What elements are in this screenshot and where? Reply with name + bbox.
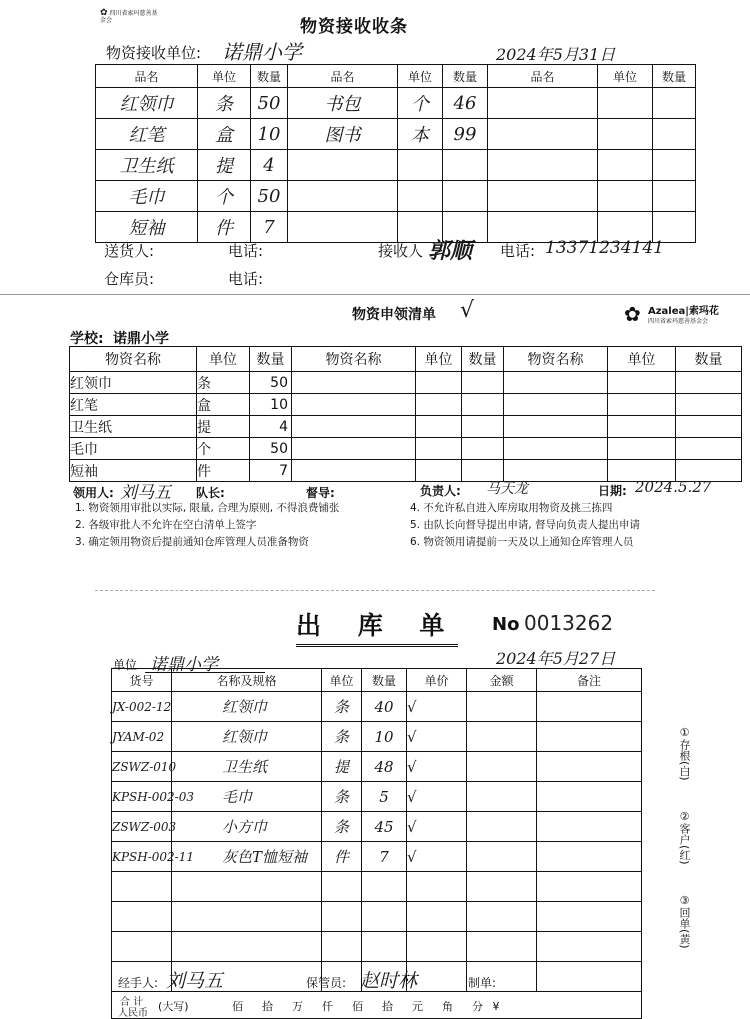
cell (112, 902, 172, 932)
cell (537, 812, 642, 842)
cell (467, 932, 537, 962)
col-header: 备注 (537, 669, 642, 692)
phone-label: 电话: (228, 270, 264, 288)
col-header: 金额 (467, 669, 537, 692)
cell: 短袖 (96, 212, 198, 243)
col-header: 单位 (608, 347, 676, 372)
cell: KPSH-002-03 (112, 782, 172, 812)
cell (443, 181, 488, 212)
table-row (96, 181, 696, 212)
cell (416, 438, 462, 460)
request-logo (624, 300, 734, 330)
cell: 盒 (197, 394, 250, 416)
col-header: 名称及规格 (172, 669, 322, 692)
cell: 50 (250, 438, 292, 460)
receipt-logo (100, 10, 162, 24)
table-row (96, 150, 696, 181)
notes-right (410, 500, 730, 551)
cell: 5 (362, 782, 407, 812)
cell (322, 932, 362, 962)
cell (443, 150, 488, 181)
cell: √ (407, 752, 467, 782)
cell (362, 932, 407, 962)
receipt-table (95, 64, 696, 243)
cell (488, 181, 598, 212)
cell: JX-002-12 (112, 692, 172, 722)
request-table (69, 346, 742, 482)
table-row (112, 902, 642, 932)
cell: √ (407, 812, 467, 842)
cell: 4 (251, 150, 288, 181)
cell (537, 692, 642, 722)
receipt-unit-label: 物资接收单位: (106, 44, 202, 62)
school-label: 学校: (70, 331, 104, 347)
receipt-form (0, 0, 750, 292)
cell: KPSH-002-11 (112, 842, 172, 872)
receipt-unit-value: 诺鼎小学 (222, 40, 302, 64)
col-header: 数量 (250, 347, 292, 372)
cell (407, 902, 467, 932)
cell (488, 88, 598, 119)
cell: 灰色T恤短袖 (172, 842, 322, 872)
cell: 小方巾 (172, 812, 322, 842)
no-value: 0013262 (524, 611, 614, 635)
cell (462, 372, 504, 394)
col-header: 数量 (676, 347, 742, 372)
outbound-form (0, 596, 750, 1019)
cell: 10 (250, 394, 292, 416)
cell (467, 752, 537, 782)
cell: 条 (322, 782, 362, 812)
maker-label: 制单: (468, 976, 497, 990)
col-header: 品名 (96, 65, 198, 88)
notes-left (75, 500, 405, 551)
cell: 红领巾 (172, 692, 322, 722)
total-label-1: 合 计 (120, 997, 144, 1008)
cell: 卫生纸 (70, 416, 197, 438)
cell: 卫生纸 (96, 150, 198, 181)
cell: 个 (198, 181, 251, 212)
col-header: 数量 (362, 669, 407, 692)
cell (676, 394, 742, 416)
cell: √ (407, 692, 467, 722)
cell: 提 (197, 416, 250, 438)
cell (288, 150, 398, 181)
cell (292, 416, 416, 438)
cell: 毛巾 (96, 181, 198, 212)
total-caps: (大写) (158, 1000, 189, 1013)
cell: 红领巾 (96, 88, 198, 119)
cell (292, 372, 416, 394)
cell (398, 181, 443, 212)
cell (504, 394, 608, 416)
cell: 红领巾 (70, 372, 197, 394)
cell (676, 438, 742, 460)
request-form (0, 296, 750, 556)
cell: 卫生纸 (172, 752, 322, 782)
col-header: 物资名称 (504, 347, 608, 372)
cell: 7 (251, 212, 288, 243)
unit-value: 诺鼎小学 (150, 655, 218, 675)
handler-label: 经手人: (118, 976, 159, 990)
cell (416, 460, 462, 482)
azalea-flower-icon: ✿ (624, 302, 641, 326)
table-row (112, 812, 642, 842)
cell: 条 (322, 722, 362, 752)
cell: JYAM-02 (112, 722, 172, 752)
cell: 4 (250, 416, 292, 438)
cell (653, 150, 696, 181)
cell (608, 394, 676, 416)
col-header: 品名 (488, 65, 598, 88)
cell: 条 (322, 812, 362, 842)
date-label: 日期: (598, 484, 627, 498)
cell: 件 (322, 842, 362, 872)
receipt-date: 2024年5月31日 (496, 45, 616, 64)
cell (676, 372, 742, 394)
cell (537, 932, 642, 962)
total-units: 佰 拾 万 仟 佰 拾 元 角 分 ¥ (232, 1000, 500, 1013)
cell (488, 150, 598, 181)
col-header: 品名 (288, 65, 398, 88)
logo-text: Azalea|索玛花 (648, 306, 719, 317)
cell: 50 (251, 181, 288, 212)
handler-signature: 刘马五 (166, 970, 224, 992)
cell (112, 872, 172, 902)
cell: √ (407, 842, 467, 872)
title-check: √ (460, 298, 475, 323)
table-row (112, 872, 642, 902)
cell: 本 (398, 119, 443, 150)
cell: 个 (197, 438, 250, 460)
note-line: 1. 物资领用审批以实际, 限量, 合理为原则, 不得浪费铺张 (75, 502, 340, 514)
cell: 红领巾 (172, 722, 322, 752)
divider (95, 590, 655, 591)
cell (172, 902, 322, 932)
cell: ZSWZ-003 (112, 812, 172, 842)
col-header: 单价 (407, 669, 467, 692)
cell (362, 872, 407, 902)
date-value: 2024.5.27 (635, 478, 712, 496)
divider (0, 294, 750, 295)
table-row (70, 438, 742, 460)
total-row (112, 992, 642, 1019)
col-header: 单位 (416, 347, 462, 372)
cell (322, 902, 362, 932)
manager-signature: 马天龙 (486, 481, 528, 497)
cell (467, 782, 537, 812)
total-label-2: 人民币 (118, 1008, 148, 1019)
table-row (70, 416, 742, 438)
cell (398, 150, 443, 181)
cell: 50 (250, 372, 292, 394)
cell (598, 88, 653, 119)
cell: 条 (322, 692, 362, 722)
cell (288, 212, 398, 243)
cell: 48 (362, 752, 407, 782)
table-row (112, 752, 642, 782)
keeper-signature: 赵时林 (360, 970, 418, 992)
col-header: 单位 (598, 65, 653, 88)
claimant-label: 领用人: (73, 486, 114, 500)
cell: 条 (197, 372, 250, 394)
cell (462, 416, 504, 438)
cell (112, 932, 172, 962)
supervisor-label: 督导: (306, 486, 335, 500)
cell: 件 (198, 212, 251, 243)
copy-label-return: ③回单(黄) (678, 894, 691, 949)
cell (362, 902, 407, 932)
cell: 毛巾 (172, 782, 322, 812)
note-line: 5. 由队长向督导提出申请, 督导向负责人提出申请 (410, 519, 641, 531)
col-header: 数量 (251, 65, 288, 88)
cell: 7 (250, 460, 292, 482)
cell: 盒 (198, 119, 251, 150)
cell: 图书 (288, 119, 398, 150)
cell: 7 (362, 842, 407, 872)
col-header: 单位 (197, 347, 250, 372)
table-row (112, 842, 642, 872)
logo-text: 四川省索玛慈善基金会 (100, 10, 158, 24)
cell (322, 872, 362, 902)
cell: 红笔 (96, 119, 198, 150)
table-row (96, 119, 696, 150)
no-label: No (492, 614, 520, 635)
copy-labels (676, 726, 692, 974)
captain-label: 队长: (196, 486, 225, 500)
cell: 99 (443, 119, 488, 150)
cell (504, 438, 608, 460)
warehouse-label: 仓库员: (104, 270, 155, 288)
claimant-signature: 刘马五 (120, 483, 171, 503)
cell (537, 842, 642, 872)
unit-label: 单位 (113, 658, 138, 672)
cell (462, 438, 504, 460)
cell (653, 88, 696, 119)
cell (653, 181, 696, 212)
cell: 毛巾 (70, 438, 197, 460)
cell (416, 416, 462, 438)
cell (416, 372, 462, 394)
cell (598, 181, 653, 212)
sender-label: 送货人: (104, 242, 155, 260)
col-header: 单位 (398, 65, 443, 88)
cell (292, 394, 416, 416)
cell (467, 902, 537, 932)
col-header: 物资名称 (70, 347, 197, 372)
cell: 个 (398, 88, 443, 119)
cell: 件 (197, 460, 250, 482)
receiver-signature: 郭顺 (428, 238, 473, 264)
cell (292, 438, 416, 460)
cell (676, 416, 742, 438)
logo-sub: 四川省索玛慈善基金会 (648, 318, 709, 325)
copy-label-stub: ①存根(白) (678, 726, 691, 781)
table-row (112, 722, 642, 752)
cell (407, 872, 467, 902)
receiver-phone: 13371234141 (545, 238, 664, 258)
request-title: 物资申领清单 (352, 307, 436, 323)
cell (537, 902, 642, 932)
cell (537, 962, 642, 992)
cell: 10 (251, 119, 288, 150)
cell (608, 416, 676, 438)
cell (288, 181, 398, 212)
outbound-title: 出 库 单 (296, 606, 458, 647)
phone-label: 电话: (500, 242, 536, 260)
cell (172, 872, 322, 902)
cell (537, 782, 642, 812)
logo-flower-icon: ✿ (100, 8, 108, 18)
col-header: 数量 (462, 347, 504, 372)
note-line: 4. 不允许私自进入库房取用物资及挑三拣四 (410, 502, 613, 514)
cell (598, 119, 653, 150)
cell (467, 842, 537, 872)
cell: 10 (362, 722, 407, 752)
cell: 40 (362, 692, 407, 722)
cell: √ (407, 782, 467, 812)
note-line: 2. 各级审批人不允许在空白清单上签字 (75, 519, 257, 531)
cell (598, 150, 653, 181)
table-row (112, 692, 642, 722)
cell (292, 460, 416, 482)
outbound-date: 2024年5月27日 (496, 649, 616, 668)
cell (608, 372, 676, 394)
table-row (96, 88, 696, 119)
cell: 红笔 (70, 394, 197, 416)
keeper-label: 保管员: (306, 976, 347, 990)
table-row (112, 782, 642, 812)
cell (462, 394, 504, 416)
table-row (70, 372, 742, 394)
cell (488, 119, 598, 150)
cell (467, 692, 537, 722)
cell: √ (407, 722, 467, 752)
cell (537, 872, 642, 902)
cell (504, 372, 608, 394)
col-header: 数量 (653, 65, 696, 88)
cell (416, 394, 462, 416)
cell: 提 (198, 150, 251, 181)
cell: 45 (362, 812, 407, 842)
cell: 书包 (288, 88, 398, 119)
cell: ZSWZ-010 (112, 752, 172, 782)
cell (467, 722, 537, 752)
cell (467, 872, 537, 902)
table-row (112, 932, 642, 962)
cell (653, 119, 696, 150)
cell (537, 722, 642, 752)
table-row (70, 394, 742, 416)
cell: 短袖 (70, 460, 197, 482)
cell: 条 (198, 88, 251, 119)
cell (172, 932, 322, 962)
cell (407, 932, 467, 962)
cell: 提 (322, 752, 362, 782)
cell: 46 (443, 88, 488, 119)
copy-label-customer: ②客户(红) (678, 810, 691, 865)
phone-label: 电话: (228, 242, 264, 260)
col-header: 数量 (443, 65, 488, 88)
col-header: 货号 (112, 669, 172, 692)
receipt-title: 物资接收收条 (300, 17, 408, 37)
school-value: 诺鼎小学 (113, 331, 169, 347)
note-line: 6. 物资领用请提前一天及以上通知仓库管理人员 (410, 536, 634, 548)
col-header: 物资名称 (292, 347, 416, 372)
cell (504, 416, 608, 438)
note-line: 3. 确定领用物资后提前通知仓库管理人员准备物资 (75, 536, 309, 548)
manager-label: 负责人: (420, 484, 461, 498)
cell (467, 812, 537, 842)
cell: 50 (251, 88, 288, 119)
col-header: 单位 (322, 669, 362, 692)
col-header: 单位 (198, 65, 251, 88)
cell (608, 438, 676, 460)
receiver-label: 接收人 (378, 242, 424, 260)
cell (537, 752, 642, 782)
